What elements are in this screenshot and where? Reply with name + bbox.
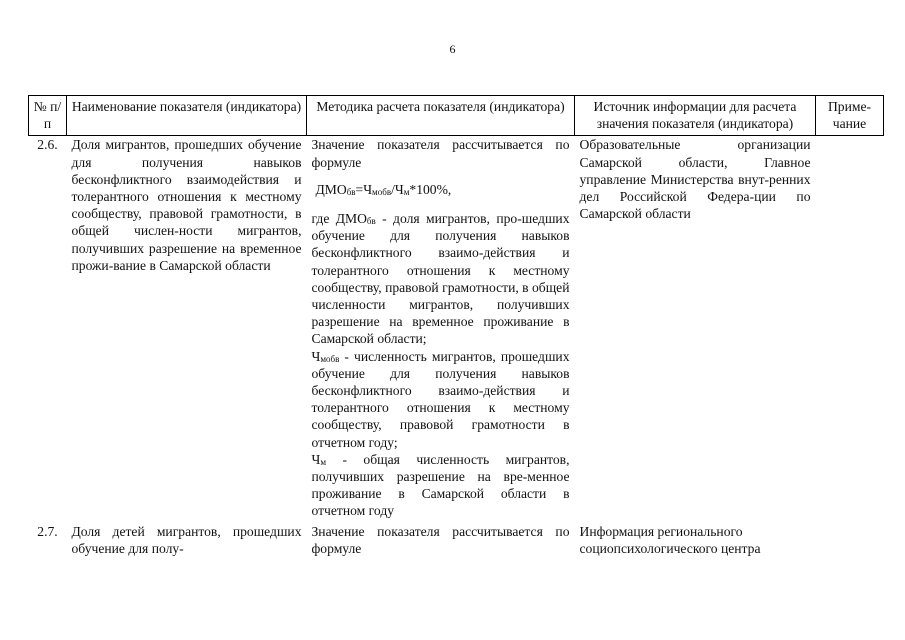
row-num: 2.7. bbox=[37, 523, 58, 539]
method-cell: Значение показателя рассчитывается по формуле bbox=[311, 523, 570, 556]
header-name: Наименование показателя (индикатора) bbox=[67, 96, 307, 136]
row-num: 2.6. bbox=[37, 137, 58, 153]
page-number: 6 bbox=[449, 42, 456, 56]
source-cell: Образовательные организации Самарской области, Главное управление Министерства внут-ренних дел Российской Федера-ции по Самарской области bbox=[579, 137, 811, 222]
method-cell bbox=[307, 136, 575, 520]
definition-dmo: где $ДМО_{бв}$ - доля мигрантов, про-шедших обучение для получения навыков бесконфликтного взаимо-действия и толерантного отношения к местному сообществу, правовой грамотности, в общей численности мигрантов, получивших разрешение на временное проживание в Самарской области; bbox=[311, 211, 570, 347]
indicator-table bbox=[28, 95, 884, 557]
header-source: Источник информации для расчета значения показателя (индикатора) bbox=[575, 96, 816, 136]
definition-chmobv: $Ч_{мобв}$ - численность мигрантов, прошедших обучение для получения навыков бесконфликтного взаимо-действия и толерантного отношения к местному сообществу, правовой грамотности в отчетном году; bbox=[311, 348, 570, 450]
header-note: Приме-чание bbox=[816, 96, 884, 136]
indicator-name: Доля мигрантов, прошедших обучение для получения навыков бесконфликтного взаимодействия и толерантного отношения к местному сообществу, правовой грамотности, в общей числен-ности мигрантов, получивших разрешение на временное прожи-вание в Самарской области bbox=[71, 137, 302, 273]
formula: $ДМО_{бв}=Ч_{мобв}/Ч_м*100\%$, bbox=[315, 181, 452, 197]
header-method: Методика расчета показателя (индикатора) bbox=[307, 96, 575, 136]
note-cell bbox=[816, 520, 884, 557]
note-cell bbox=[816, 136, 884, 520]
table-row bbox=[29, 520, 884, 557]
table-header-row bbox=[29, 96, 884, 136]
table-row bbox=[29, 136, 884, 520]
method-intro: Значение показателя рассчитывается по формуле bbox=[311, 137, 570, 170]
source-cell: Информация регионального социопсихологического центра bbox=[579, 523, 761, 556]
header-num: № п/п bbox=[29, 96, 67, 136]
definition-chm: $Ч_м$ - общая численность мигрантов, получивших разрешение на вре-менное проживание в Самарской области в отчетном году bbox=[311, 451, 570, 519]
indicator-name: Доля детей мигрантов, прошедших обучение для полу- bbox=[71, 523, 302, 556]
